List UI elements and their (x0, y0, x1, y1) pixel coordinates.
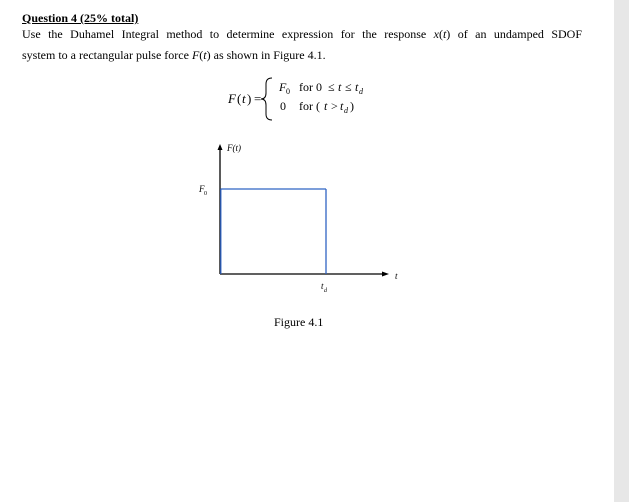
duration-label-subscript: d (324, 288, 327, 294)
y-axis-label: F(t) (227, 143, 241, 153)
question-line-1 (22, 24, 582, 45)
case1-condition-text: for 0 (299, 80, 322, 94)
paren-open: ( (199, 48, 204, 62)
case1-le-2: ≤ (345, 80, 352, 94)
x-axis-label: t (395, 271, 398, 281)
force-variable: F (191, 48, 200, 62)
case1-le-1: ≤ (328, 80, 335, 94)
equation-lhs-paren-open: ( (237, 91, 242, 106)
response-variable: x (433, 27, 439, 41)
question-line-1-text: Use the Duhamel Integral method to determine expression for the response (22, 27, 434, 41)
vertical-scrollbar[interactable] (614, 0, 629, 502)
level-label: F (199, 184, 205, 194)
case2-td-subscript: d (344, 106, 348, 115)
case1-td: t (355, 80, 359, 94)
figure-caption: Figure 4.1 (274, 315, 324, 329)
x-axis-arrowhead (382, 272, 389, 277)
level-label-subscript: 0 (204, 191, 207, 197)
case1-t: t (338, 80, 342, 94)
pulse-force-figure (190, 140, 420, 329)
question-line-2-text: system to a rectangular pulse force (22, 48, 192, 62)
case1-F: F (279, 80, 287, 94)
case2-zero: 0 (280, 99, 286, 113)
question-line-2-end: ) as shown in Figure 4.1. (206, 48, 326, 62)
piecewise-equation (225, 76, 425, 126)
question-line-2 (22, 45, 582, 66)
equation-lhs-t: t (242, 91, 246, 106)
duration-label: t (321, 281, 324, 291)
question-line-1-end: ) of an undamped SDOF (446, 27, 583, 41)
case2-gt: > (331, 99, 338, 113)
time-variable: t (203, 48, 207, 62)
equation-brace (261, 78, 272, 120)
equation-lhs-F: F (228, 91, 236, 106)
case2-paren-close: ) (350, 99, 354, 113)
question-heading: Question 4 (25% total) (22, 11, 139, 25)
case2-td: t (340, 99, 344, 113)
y-axis-arrowhead (218, 144, 223, 150)
paren-open: ( (438, 27, 443, 41)
case2-condition-text: for ( (299, 99, 320, 113)
equation-lhs-paren-close: ) (247, 91, 252, 106)
time-variable: t (442, 27, 447, 41)
question-text (22, 24, 582, 66)
case1-td-subscript: d (359, 87, 363, 96)
case2-t: t (324, 99, 328, 113)
case1-F-subscript: 0 (286, 87, 290, 96)
equation-equals: = (254, 91, 262, 106)
